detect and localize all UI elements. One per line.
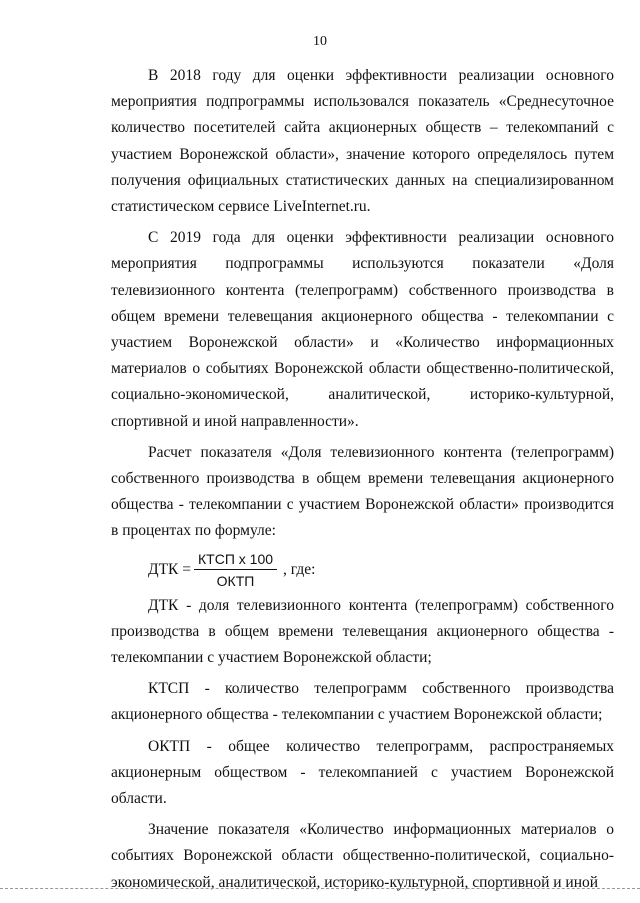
- paragraph-2018-indicator: В 2018 году для оценки эффективности реализации основного мероприятия подпрограммы использовался показатель «Среднесуточное количество посетителей сайта акционерных обществ – телекомпаний с участием Воронежской области», значение которого определялось путем получения официальных статистических данных на специализированном статистическом сервисе LiveInternet.ru.: [111, 67, 614, 216]
- paragraph-calculation-intro: Расчет показателя «Доля телевизионного контента (телепрограмм) собственного производства в общем времени телевещания акционерного общества - телекомпании с участием Воронежской области» производится в процентах по формуле:: [111, 443, 614, 540]
- definition-dtk: ДТК - доля телевизионного контента (телепрограмм) собственного производства в общем времени телевещания акционерного общества - телекомпании с участием Воронежской области;: [111, 596, 614, 667]
- paragraph-info-materials: Значение показателя «Количество информационных материалов о событиях Воронежской области общественно-политической, социально-экономической, аналитической, историко-культурной, спортивной и иной: [111, 821, 614, 891]
- definition-ktsp: КТСП - количество телепрограмм собственного производства акционерного общества - телекомпании с участием Воронежской области;: [111, 680, 614, 724]
- formula-suffix: , где:: [283, 560, 316, 578]
- definition-oktp: ОКТП - общее количество телепрограмм, распространяемых акционерным обществом - телекомпанией с участием Воронежской области.: [111, 737, 614, 808]
- formula-fraction: [194, 551, 277, 589]
- formula-numerator: КТСП x 100: [194, 551, 277, 570]
- page-number: 10: [313, 34, 327, 49]
- paragraph-2019-indicators: С 2019 года для оценки эффективности реализации основного мероприятия подпрограммы используются показатели «Доля телевизионного контента (телепрограмм) собственного производства в общем времени телевещания акционерного общества - телекомпании с участием Воронежской области» и «Количество информационных материалов о событиях Воронежской области общественно-политической, социально-экономической, аналитической, историко-культурной, спортивной и иной направленности».: [111, 229, 614, 430]
- formula: [111, 547, 614, 593]
- formula-lhs: ДТК =: [148, 560, 191, 578]
- formula-denominator: ОКТП: [216, 572, 255, 589]
- document-body: [111, 63, 614, 896]
- page-bottom-divider: [0, 888, 640, 889]
